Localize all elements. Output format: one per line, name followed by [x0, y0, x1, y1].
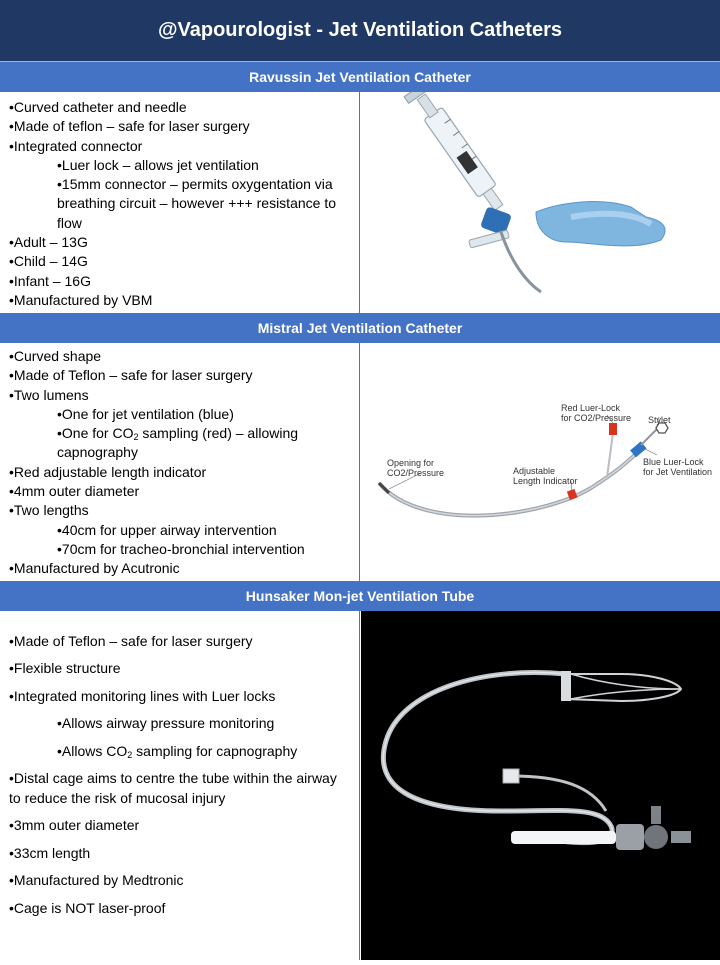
- label-opening: Opening for: [387, 458, 435, 468]
- list-item: •70cm for tracheo-bronchial intervention: [57, 540, 305, 557]
- list-item: •Red adjustable length indicator: [9, 463, 207, 480]
- label-adjustable: Adjustable: [513, 466, 556, 476]
- list-item: •Allows $CO_2$ sampling for capnography: [57, 742, 298, 760]
- label-adjustable-2: Length Indicator: [513, 476, 578, 486]
- label-blue-luer-2: for Jet Ventilation: [643, 467, 713, 477]
- list-item: •Two lengths: [9, 502, 89, 519]
- ravussin-bullets: [0, 92, 360, 313]
- list-item: •Manufactured by VBM: [9, 291, 153, 308]
- list-item: •Adult – 13G: [9, 234, 88, 251]
- hunsaker-tube-illustration: [361, 611, 720, 960]
- hunsaker-image: [361, 611, 720, 960]
- list-item: •Made of Teflon – safe for laser surgery: [9, 367, 253, 384]
- list-item: •4mm outer diameter: [9, 483, 140, 500]
- list-item: •Made of Teflon – safe for laser surgery: [9, 633, 253, 649]
- label-opening-2: CO2/Pressure: [387, 468, 445, 478]
- list-item: •One for $CO_2$ sampling (red) – allowing capnography: [57, 425, 299, 461]
- list-item: •Curved shape: [9, 348, 102, 364]
- list-item: •Distal cage aims to centre the tube within the airway to reduce the risk of mucosal injury: [9, 769, 337, 806]
- list-item: •Integrated monitoring lines with Luer locks: [9, 687, 276, 704]
- list-item: •Manufactured by Acutronic: [9, 560, 180, 577]
- list-item: •Made of teflon – safe for laser surgery: [9, 118, 250, 135]
- section-heading-hunsaker: Hunsaker Mon-jet Ventilation Tube: [0, 581, 720, 611]
- label-red-luer: Red Luer-Lock: [561, 403, 621, 413]
- hunsaker-bullets: [0, 611, 360, 960]
- list-item: •Curved catheter and needle: [9, 99, 187, 115]
- list-item: •Flexible structure: [9, 660, 121, 677]
- list-item: •40cm for upper airway intervention: [57, 521, 277, 538]
- mistral-bullets: [0, 343, 360, 581]
- list-item: •33cm length: [9, 844, 91, 861]
- label-blue-luer: Blue Luer-Lock: [643, 457, 704, 467]
- list-item: •15mm connector – permits oxygentation via breathing circuit – however +++ resistance to flow: [57, 176, 336, 231]
- list-item: •Allows airway pressure monitoring: [57, 715, 275, 732]
- list-item: •One for jet ventilation (blue): [57, 405, 234, 422]
- section-heading-ravussin: Ravussin Jet Ventilation Catheter: [0, 62, 720, 92]
- list-item: •Two lumens: [9, 386, 89, 403]
- mistral-image: [361, 343, 720, 581]
- list-item: •3mm outer diameter: [9, 817, 140, 834]
- list-item: •Luer lock – allows jet ventilation: [57, 156, 259, 173]
- list-item: •Cage is NOT laser-proof: [9, 899, 166, 916]
- mistral-catheter-illustration: [361, 343, 720, 581]
- ravussin-catheter-illustration: [361, 92, 720, 313]
- label-red-luer-2: for CO2/Pressure: [561, 413, 632, 423]
- list-item: •Integrated connector: [9, 137, 143, 154]
- page-title: @Vapourologist - Jet Ventilation Catheters: [0, 0, 720, 62]
- list-item: •Manufactured by Medtronic: [9, 872, 184, 889]
- section-heading-mistral: Mistral Jet Ventilation Catheter: [0, 313, 720, 343]
- list-item: •Infant – 16G: [9, 272, 91, 289]
- ravussin-image: [361, 92, 720, 313]
- list-item: •Child – 14G: [9, 253, 88, 270]
- label-stylet: Stylet: [648, 415, 671, 425]
